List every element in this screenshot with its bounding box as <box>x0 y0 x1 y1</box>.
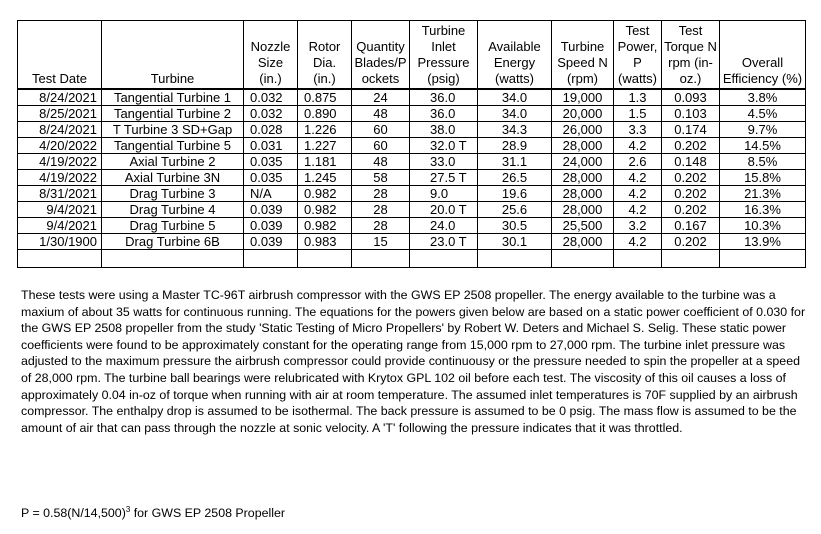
table-cell: Tangential Turbine 1 <box>102 89 244 106</box>
table-cell: 28,000 <box>552 234 614 250</box>
table-cell: 9.7% <box>720 122 806 138</box>
test-results-table <box>17 20 806 268</box>
table-cell: 8/25/2021 <box>18 106 102 122</box>
table-cell: 27.5 T <box>410 170 478 186</box>
table-cell: 0.875 <box>298 89 352 106</box>
table-cell: 4.2 <box>614 138 662 154</box>
table-row <box>18 138 806 154</box>
table-cell: 9.0 <box>410 186 478 202</box>
table-cell: 1.227 <box>298 138 352 154</box>
table-cell: 30.5 <box>478 218 552 234</box>
table-cell: 4.2 <box>614 202 662 218</box>
empty-cell <box>662 250 720 268</box>
table-cell: 20.0 T <box>410 202 478 218</box>
table-cell: T Turbine 3 SD+Gap <box>102 122 244 138</box>
table-cell: 2.6 <box>614 154 662 170</box>
table-cell: 14.5% <box>720 138 806 154</box>
table-row <box>18 234 806 250</box>
table-cell: 0.982 <box>298 202 352 218</box>
table-cell: N/A <box>244 186 298 202</box>
table-row <box>18 218 806 234</box>
table-cell: 13.9% <box>720 234 806 250</box>
empty-cell <box>552 250 614 268</box>
table-cell: 0.202 <box>662 170 720 186</box>
table-cell: 34.3 <box>478 122 552 138</box>
table-cell: 24 <box>352 89 410 106</box>
table-cell: 1/30/1900 <box>18 234 102 250</box>
table-cell: 0.035 <box>244 154 298 170</box>
table-cell: 9/4/2021 <box>18 218 102 234</box>
table-cell: 4.2 <box>614 186 662 202</box>
table-cell: 60 <box>352 138 410 154</box>
table-cell: 34.0 <box>478 106 552 122</box>
empty-cell <box>298 250 352 268</box>
table-cell: 19,000 <box>552 89 614 106</box>
table-cell: 60 <box>352 122 410 138</box>
table-cell: 31.1 <box>478 154 552 170</box>
table-cell: 0.982 <box>298 186 352 202</box>
empty-cell <box>244 250 298 268</box>
table-cell: 1.226 <box>298 122 352 138</box>
table-cell: 1.181 <box>298 154 352 170</box>
table-cell: 0.983 <box>298 234 352 250</box>
table-cell: 1.3 <box>614 89 662 106</box>
table-cell: 28,000 <box>552 170 614 186</box>
table-cell: 0.039 <box>244 218 298 234</box>
empty-table-row <box>18 250 806 268</box>
table-cell: 0.031 <box>244 138 298 154</box>
table-header-row <box>18 21 806 90</box>
table-cell: 0.035 <box>244 170 298 186</box>
table-row <box>18 122 806 138</box>
table-cell: 0.202 <box>662 138 720 154</box>
table-cell: 9/4/2021 <box>18 202 102 218</box>
table-row <box>18 106 806 122</box>
table-cell: 26.5 <box>478 170 552 186</box>
table-cell: 4/20/2022 <box>18 138 102 154</box>
table-row <box>18 154 806 170</box>
empty-cell <box>478 250 552 268</box>
empty-cell <box>720 250 806 268</box>
table-cell: 28 <box>352 202 410 218</box>
empty-cell <box>352 250 410 268</box>
header-turbine-speed: Turbine Speed N (rpm) <box>552 21 614 90</box>
table-row <box>18 170 806 186</box>
table-cell: 3.2 <box>614 218 662 234</box>
table-cell: 0.039 <box>244 202 298 218</box>
table-cell: 0.202 <box>662 234 720 250</box>
table-row <box>18 202 806 218</box>
header-quantity-blades: Quantity Blades/P ockets <box>352 21 410 90</box>
table-cell: 0.032 <box>244 89 298 106</box>
table-cell: 4/19/2022 <box>18 170 102 186</box>
table-cell: 36.0 <box>410 89 478 106</box>
header-rotor-dia: Rotor Dia. (in.) <box>298 21 352 90</box>
empty-cell <box>410 250 478 268</box>
table-cell: 25,500 <box>552 218 614 234</box>
header-test-date: Test Date <box>18 21 102 90</box>
formula-suffix: for GWS EP 2508 Propeller <box>130 506 286 520</box>
table-cell: 24.0 <box>410 218 478 234</box>
table-cell: 23.0 T <box>410 234 478 250</box>
table-cell: 0.202 <box>662 202 720 218</box>
table-cell: 3.8% <box>720 89 806 106</box>
table-cell: 1.5 <box>614 106 662 122</box>
table-cell: 24,000 <box>552 154 614 170</box>
table-cell: 21.3% <box>720 186 806 202</box>
table-cell: 25.6 <box>478 202 552 218</box>
table-cell: 58 <box>352 170 410 186</box>
table-cell: 15.8% <box>720 170 806 186</box>
table-cell: 8/24/2021 <box>18 89 102 106</box>
table-cell: Axial Turbine 3N <box>102 170 244 186</box>
table-cell: 28 <box>352 218 410 234</box>
table-cell: 4.5% <box>720 106 806 122</box>
power-formula <box>21 502 285 521</box>
table-cell: 19.6 <box>478 186 552 202</box>
table-cell: 28.9 <box>478 138 552 154</box>
table-cell: 10.3% <box>720 218 806 234</box>
table-cell: 0.202 <box>662 186 720 202</box>
table-cell: 4.2 <box>614 234 662 250</box>
table-cell: 0.093 <box>662 89 720 106</box>
empty-cell <box>614 250 662 268</box>
table-cell: 28,000 <box>552 202 614 218</box>
table-cell: Tangential Turbine 2 <box>102 106 244 122</box>
table-cell: 30.1 <box>478 234 552 250</box>
table-cell: Drag Turbine 4 <box>102 202 244 218</box>
table-cell: 28 <box>352 186 410 202</box>
table-cell: Drag Turbine 6B <box>102 234 244 250</box>
empty-cell <box>18 250 102 268</box>
table-row <box>18 89 806 106</box>
header-overall-efficiency: Overall Efficiency (%) <box>720 21 806 90</box>
header-test-torque: Test Torque N rpm (in-oz.) <box>662 21 720 90</box>
table-cell: 48 <box>352 106 410 122</box>
table-cell: 36.0 <box>410 106 478 122</box>
formula-main: P = 0.58(N/14,500) <box>21 506 126 520</box>
header-nozzle-size: Nozzle Size (in.) <box>244 21 298 90</box>
table-cell: 0.167 <box>662 218 720 234</box>
table-cell: 33.0 <box>410 154 478 170</box>
formula-exponent: 3 <box>125 505 131 514</box>
table-cell: 8/31/2021 <box>18 186 102 202</box>
table-row <box>18 186 806 202</box>
table-cell: 26,000 <box>552 122 614 138</box>
table-cell: Tangential Turbine 5 <box>102 138 244 154</box>
table-cell: 38.0 <box>410 122 478 138</box>
table-cell: 28,000 <box>552 138 614 154</box>
header-turbine: Turbine <box>102 21 244 90</box>
table-cell: Axial Turbine 2 <box>102 154 244 170</box>
table-cell: Drag Turbine 3 <box>102 186 244 202</box>
table-cell: 8.5% <box>720 154 806 170</box>
table-cell: 0.982 <box>298 218 352 234</box>
table-cell: 16.3% <box>720 202 806 218</box>
empty-cell <box>102 250 244 268</box>
header-test-power: Test Power, P (watts) <box>614 21 662 90</box>
header-inlet-pressure: Turbine Inlet Pressure (psig) <box>410 21 478 90</box>
table-cell: 1.245 <box>298 170 352 186</box>
table-cell: 32.0 T <box>410 138 478 154</box>
table-cell: 0.890 <box>298 106 352 122</box>
table-cell: 0.028 <box>244 122 298 138</box>
test-notes-paragraph: These tests were using a Master TC-96T airbrush compressor with the GWS EP 2508 propeller. The energy available to the turbine was a maxium of about 35 watts for continuous running. The equations for the powers given below are based on a static power coefficient of 0.030 for the GWS EP 2508 propeller from the study 'Static Testing of Micro Propellers' by Robert W. Deters and Michael S. Selig. These static power coefficients were found to be approximately constant for the operating range from 15,000 rpm to 27,000 rpm. The turbine inlet pressure was adjusted to the maximum pressure the airbrush compressor could provide continuousy or the pressure needed to spin the propeller at a speed of 28,000 rpm. The turbine ball bearings were relubricated with Krytox GPL 102 oil before each test. The viscosity of this oil causes a loss of approximately 0.04 in-oz of torque when running with air at room temperature. The assumed inlet temperatures is 70F supplied by an airbrush compressor. The enthalpy drop is assumed to be isothermal. The back pressure is assumed to be 0 psig. The mass flow is assumed to be the amount of air that can pass through the nozzle at sonic velocity. A 'T' following the pressure indicates that it was throttled. <box>21 288 806 435</box>
table-cell: 48 <box>352 154 410 170</box>
table-cell: 4.2 <box>614 170 662 186</box>
table-cell: 0.039 <box>244 234 298 250</box>
header-available-energy: Available Energy (watts) <box>478 21 552 90</box>
table-cell: Drag Turbine 5 <box>102 218 244 234</box>
table-cell: 34.0 <box>478 89 552 106</box>
table-cell: 8/24/2021 <box>18 122 102 138</box>
table-cell: 20,000 <box>552 106 614 122</box>
table-cell: 0.032 <box>244 106 298 122</box>
table-cell: 4/19/2022 <box>18 154 102 170</box>
table-cell: 0.148 <box>662 154 720 170</box>
table-cell: 15 <box>352 234 410 250</box>
table-cell: 3.3 <box>614 122 662 138</box>
table-cell: 28,000 <box>552 186 614 202</box>
table-cell: 0.103 <box>662 106 720 122</box>
table-cell: 0.174 <box>662 122 720 138</box>
